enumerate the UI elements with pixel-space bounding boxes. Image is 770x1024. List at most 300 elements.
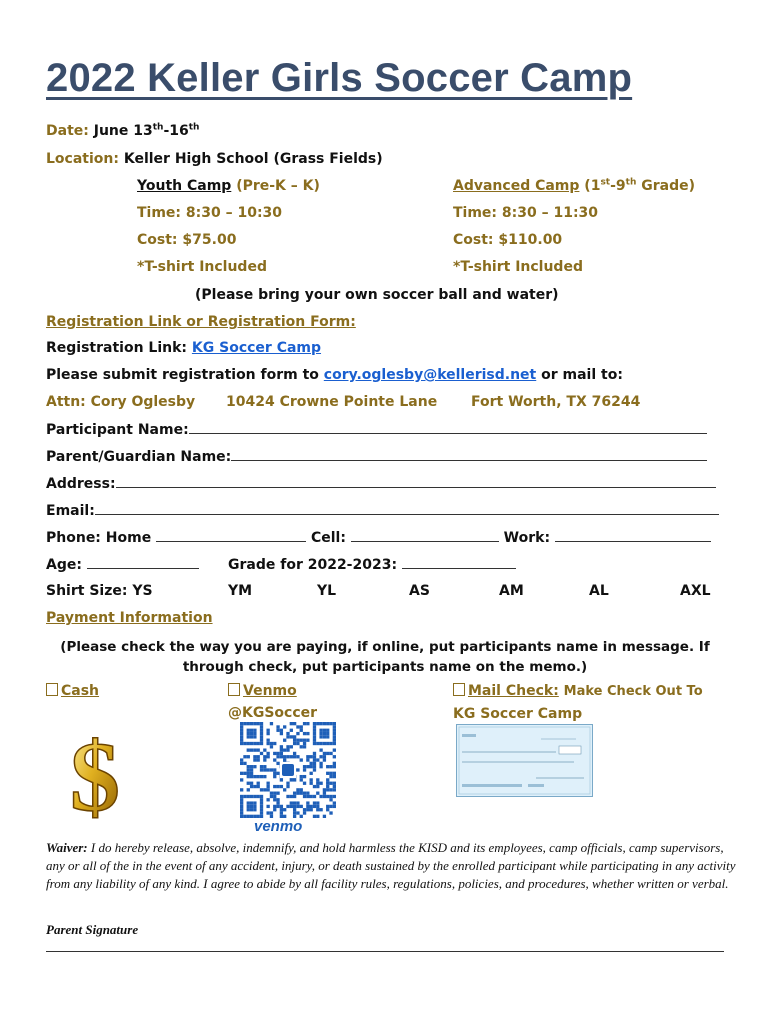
shirt-size-label: Shirt Size: YS <box>46 583 153 599</box>
qr-module <box>293 808 296 811</box>
qr-module <box>323 722 326 725</box>
qr-module <box>310 755 313 758</box>
qr-module <box>333 801 336 804</box>
qr-module <box>260 722 263 725</box>
payment-heading: Payment Information <box>46 610 213 626</box>
qr-module <box>270 742 273 745</box>
qr-module <box>276 801 279 804</box>
size-axl[interactable]: AXL <box>680 583 711 599</box>
qr-module <box>247 795 250 798</box>
qr-module <box>306 722 309 725</box>
qr-module <box>247 755 250 758</box>
qr-module <box>276 762 279 765</box>
qr-module <box>260 735 263 738</box>
qr-module <box>250 732 253 735</box>
qr-module <box>326 782 329 785</box>
qr-module <box>247 808 250 811</box>
qr-module <box>250 815 253 818</box>
qr-module <box>266 768 269 771</box>
qr-module <box>326 729 329 732</box>
qr-module <box>283 748 286 751</box>
qr-module <box>240 778 243 781</box>
qr-module <box>253 805 256 808</box>
qr-module <box>300 758 303 761</box>
qr-module <box>319 735 322 738</box>
qr-module <box>300 739 303 742</box>
qr-module <box>319 729 322 732</box>
qr-module <box>283 808 286 811</box>
payment-instructions: (Please check the way you are paying, if online, put participants name in message. If through check, put participants name on the memo.) <box>60 639 710 675</box>
qr-module <box>310 782 313 785</box>
qr-module <box>319 765 322 768</box>
qr-module <box>300 788 303 791</box>
qr-module <box>313 722 316 725</box>
qr-module <box>313 732 316 735</box>
qr-module <box>247 735 250 738</box>
qr-module <box>250 768 253 771</box>
address-field[interactable]: Address: <box>46 475 716 492</box>
qr-module <box>276 792 279 795</box>
qr-module <box>333 788 336 791</box>
qr-module <box>326 778 329 781</box>
qr-module <box>296 732 299 735</box>
qr-module <box>263 768 266 771</box>
qr-module <box>273 785 276 788</box>
advanced-camp-heading: Advanced Camp (1st-9th Grade) <box>453 177 696 194</box>
youth-camp-heading: Youth Camp (Pre-K – K) <box>137 178 320 194</box>
qr-module <box>313 752 316 755</box>
qr-module <box>240 808 243 811</box>
qr-module <box>276 729 279 732</box>
qr-module <box>323 729 326 732</box>
qr-module <box>303 732 306 735</box>
qr-module <box>333 735 336 738</box>
qr-module <box>266 739 269 742</box>
qr-module <box>293 801 296 804</box>
qr-module <box>293 795 296 798</box>
venmo-logo: venmo <box>254 818 303 835</box>
qr-module <box>326 742 329 745</box>
qr-module <box>306 755 309 758</box>
qr-module <box>286 755 289 758</box>
youth-time: Time: 8:30 – 10:30 <box>137 205 283 221</box>
qr-module <box>247 775 250 778</box>
qr-module <box>333 755 336 758</box>
qr-module <box>323 742 326 745</box>
qr-module <box>280 752 283 755</box>
youth-shirt: *T-shirt Included <box>137 259 267 275</box>
qr-module <box>290 735 293 738</box>
qr-module <box>319 808 322 811</box>
qr-module <box>273 792 276 795</box>
qr-module <box>240 722 243 725</box>
attn-name: Attn: Cory Oglesby <box>46 394 196 410</box>
age-field[interactable]: Age: <box>46 556 199 573</box>
qr-module <box>243 795 246 798</box>
qr-module <box>276 805 279 808</box>
qr-module <box>316 758 319 761</box>
qr-module <box>333 732 336 735</box>
qr-module <box>316 808 319 811</box>
qr-module <box>296 742 299 745</box>
qr-module <box>283 758 286 761</box>
qr-module <box>260 768 263 771</box>
mail-street: 10424 Crowne Pointe Lane <box>226 394 438 410</box>
qr-module <box>273 775 276 778</box>
qr-module <box>333 805 336 808</box>
qr-module <box>333 742 336 745</box>
qr-module <box>296 768 299 771</box>
qr-module <box>273 808 276 811</box>
qr-module <box>240 725 243 728</box>
qr-module <box>286 795 289 798</box>
qr-module <box>260 788 263 791</box>
qr-module <box>240 815 243 818</box>
signature-label: Parent Signature <box>46 922 139 937</box>
qr-module <box>243 762 246 765</box>
size-am[interactable]: AM <box>499 583 524 599</box>
qr-module <box>263 758 266 761</box>
qr-module <box>280 745 283 748</box>
size-ym[interactable]: YM <box>228 583 253 599</box>
qr-module <box>296 801 299 804</box>
qr-module <box>240 801 243 804</box>
qr-module <box>300 729 303 732</box>
svg-text:$: $ <box>70 728 120 823</box>
qr-module <box>250 729 253 732</box>
qr-module <box>329 772 332 775</box>
qr-module <box>333 748 336 751</box>
qr-module <box>280 785 283 788</box>
qr-module <box>303 722 306 725</box>
qr-module <box>257 755 260 758</box>
qr-module <box>323 755 326 758</box>
qr-code-icon <box>231 722 345 822</box>
qr-module <box>313 815 316 818</box>
qr-module <box>260 775 263 778</box>
qr-module <box>266 805 269 808</box>
registration-link-line: Registration Link: KG Soccer Camp <box>46 340 322 356</box>
signature-line[interactable] <box>46 951 724 952</box>
qr-module <box>329 782 332 785</box>
qr-module <box>290 722 293 725</box>
qr-module <box>280 808 283 811</box>
qr-module <box>257 782 260 785</box>
qr-module <box>240 811 243 814</box>
qr-module <box>306 765 309 768</box>
qr-module <box>266 782 269 785</box>
qr-module <box>293 811 296 814</box>
qr-module <box>250 742 253 745</box>
qr-module <box>260 765 263 768</box>
qr-module <box>333 765 336 768</box>
qr-module <box>310 778 313 781</box>
qr-module <box>326 785 329 788</box>
qr-module <box>310 808 313 811</box>
qr-module <box>323 732 326 735</box>
qr-module <box>300 792 303 795</box>
qr-module <box>243 815 246 818</box>
qr-module <box>303 782 306 785</box>
qr-module <box>270 768 273 771</box>
qr-module <box>240 729 243 732</box>
qr-module <box>280 755 283 758</box>
qr-module <box>326 752 329 755</box>
qr-module <box>323 758 326 761</box>
qr-module <box>266 811 269 814</box>
qr-module <box>260 798 263 801</box>
qr-module <box>316 782 319 785</box>
qr-module <box>250 808 253 811</box>
qr-module <box>273 772 276 775</box>
qr-module <box>247 801 250 804</box>
cash-checkbox[interactable] <box>46 683 58 696</box>
qr-module <box>286 748 289 751</box>
qr-module <box>247 732 250 735</box>
qr-module <box>300 745 303 748</box>
qr-module <box>273 752 276 755</box>
qr-module <box>293 755 296 758</box>
date-value: June 13th-16th <box>93 122 200 139</box>
qr-module <box>253 729 256 732</box>
qr-module <box>316 792 319 795</box>
qr-module <box>260 739 263 742</box>
advanced-shirt: *T-shirt Included <box>453 259 583 275</box>
qr-module <box>253 748 256 751</box>
qr-module <box>260 795 263 798</box>
qr-module <box>319 782 322 785</box>
check-image-icon <box>456 724 593 801</box>
qr-module <box>329 811 332 814</box>
qr-module <box>319 748 322 751</box>
qr-module <box>313 725 316 728</box>
qr-module <box>247 765 250 768</box>
qr-module <box>319 742 322 745</box>
qr-module <box>260 732 263 735</box>
qr-module <box>266 785 269 788</box>
qr-module <box>313 758 316 761</box>
qr-module <box>329 788 332 791</box>
qr-module <box>247 815 250 818</box>
date-line: Date: June 13th-16th <box>46 122 200 139</box>
cash-option[interactable]: Cash <box>46 683 99 699</box>
qr-module <box>316 815 319 818</box>
qr-module <box>276 725 279 728</box>
qr-module <box>250 765 253 768</box>
email-field[interactable]: Email: <box>46 502 719 519</box>
qr-module <box>280 748 283 751</box>
qr-module <box>263 748 266 751</box>
qr-module <box>326 808 329 811</box>
qr-module <box>260 742 263 745</box>
qr-module <box>293 739 296 742</box>
qr-module <box>253 801 256 804</box>
qr-module <box>250 772 253 775</box>
qr-module <box>333 739 336 742</box>
qr-module <box>250 801 253 804</box>
submit-line: Please submit registration form to cory.oglesby@kellerisd.net or mail to: <box>46 367 623 383</box>
qr-module <box>326 805 329 808</box>
advanced-time: Time: 8:30 – 11:30 <box>453 205 599 221</box>
qr-module <box>316 785 319 788</box>
qr-module <box>329 722 332 725</box>
qr-module <box>273 742 276 745</box>
qr-module <box>329 742 332 745</box>
qr-module <box>280 811 283 814</box>
qr-module <box>310 805 313 808</box>
qr-module <box>250 805 253 808</box>
qr-module <box>293 778 296 781</box>
qr-module <box>247 722 250 725</box>
qr-module <box>253 758 256 761</box>
qr-module <box>283 788 286 791</box>
size-as[interactable]: AS <box>409 583 430 599</box>
qr-module <box>247 788 250 791</box>
qr-module <box>303 742 306 745</box>
qr-module <box>313 762 316 765</box>
qr-module <box>253 775 256 778</box>
qr-module <box>313 755 316 758</box>
qr-module <box>310 762 313 765</box>
participant-name-field[interactable]: Participant Name: <box>46 421 707 438</box>
qr-module <box>303 739 306 742</box>
qr-module <box>296 788 299 791</box>
youth-cost: Cost: $75.00 <box>137 232 237 248</box>
qr-module <box>240 798 243 801</box>
qr-module <box>266 729 269 732</box>
phone-field[interactable]: Phone: Home Cell: Work: <box>46 529 711 546</box>
qr-module <box>316 805 319 808</box>
qr-module <box>250 748 253 751</box>
qr-module <box>313 768 316 771</box>
qr-module <box>333 729 336 732</box>
qr-module <box>273 768 276 771</box>
parent-name-field[interactable]: Parent/Guardian Name: <box>46 448 707 465</box>
qr-module <box>319 722 322 725</box>
qr-module <box>313 735 316 738</box>
qr-module <box>240 788 243 791</box>
qr-module <box>266 798 269 801</box>
qr-module <box>257 775 260 778</box>
qr-module <box>303 795 306 798</box>
qr-module <box>257 748 260 751</box>
email-link[interactable]: cory.oglesby@kellerisd.net <box>323 367 537 383</box>
qr-module <box>333 775 336 778</box>
qr-module <box>276 785 279 788</box>
qr-module <box>240 772 243 775</box>
qr-module <box>270 795 273 798</box>
qr-module <box>253 735 256 738</box>
qr-module <box>313 729 316 732</box>
qr-module <box>333 722 336 725</box>
qr-module <box>333 795 336 798</box>
qr-module <box>293 722 296 725</box>
mail-check-option[interactable]: Mail Check: Make Check Out To <box>453 683 703 699</box>
qr-module <box>260 752 263 755</box>
qr-module <box>240 762 243 765</box>
qr-module <box>306 805 309 808</box>
qr-module <box>306 732 309 735</box>
qr-module <box>286 735 289 738</box>
qr-module <box>306 801 309 804</box>
qr-module <box>263 788 266 791</box>
qr-module <box>293 735 296 738</box>
qr-module <box>263 755 266 758</box>
qr-module <box>253 755 256 758</box>
qr-module <box>253 722 256 725</box>
qr-module <box>286 745 289 748</box>
grade-field[interactable]: Grade for 2022-2023: <box>228 556 516 573</box>
qr-module <box>280 805 283 808</box>
qr-module <box>276 755 279 758</box>
venmo-option[interactable]: Venmo <box>228 683 297 699</box>
qr-module <box>250 795 253 798</box>
qr-module <box>283 725 286 728</box>
qr-module <box>240 805 243 808</box>
qr-module <box>326 732 329 735</box>
qr-module <box>253 765 256 768</box>
qr-module <box>257 795 260 798</box>
qr-module <box>313 805 316 808</box>
qr-module <box>329 805 332 808</box>
qr-module <box>310 765 313 768</box>
qr-module <box>296 805 299 808</box>
qr-module <box>270 811 273 814</box>
qr-module <box>263 765 266 768</box>
qr-module <box>293 792 296 795</box>
qr-module <box>333 785 336 788</box>
qr-module <box>266 788 269 791</box>
registration-link[interactable]: KG Soccer Camp <box>191 340 322 356</box>
qr-module <box>283 755 286 758</box>
qr-module <box>280 729 283 732</box>
qr-module <box>260 808 263 811</box>
qr-module <box>260 811 263 814</box>
qr-module <box>323 752 326 755</box>
qr-module <box>333 762 336 765</box>
qr-module <box>283 739 286 742</box>
venmo-checkbox[interactable] <box>228 683 240 696</box>
registration-heading: Registration Link or Registration Form: <box>46 314 356 330</box>
qr-module <box>333 782 336 785</box>
qr-module <box>240 739 243 742</box>
qr-module <box>313 739 316 742</box>
qr-module <box>293 742 296 745</box>
qr-module <box>333 725 336 728</box>
qr-module <box>313 801 316 804</box>
qr-module <box>240 758 243 761</box>
mail-check-checkbox[interactable] <box>453 683 465 696</box>
qr-module <box>313 765 316 768</box>
venmo-handle: @KGSoccer <box>228 705 318 721</box>
advanced-cost: Cost: $110.00 <box>453 232 563 248</box>
qr-module <box>306 808 309 811</box>
qr-module <box>250 782 253 785</box>
dollar-sign-icon <box>60 728 130 827</box>
qr-module <box>290 745 293 748</box>
qr-module <box>247 729 250 732</box>
qr-module <box>263 775 266 778</box>
size-al[interactable]: AL <box>589 583 609 599</box>
size-yl[interactable]: YL <box>317 583 337 599</box>
qr-module <box>286 805 289 808</box>
qr-module <box>243 755 246 758</box>
qr-module <box>319 795 322 798</box>
qr-module <box>306 792 309 795</box>
qr-module <box>290 805 293 808</box>
qr-module <box>306 739 309 742</box>
qr-module <box>296 792 299 795</box>
